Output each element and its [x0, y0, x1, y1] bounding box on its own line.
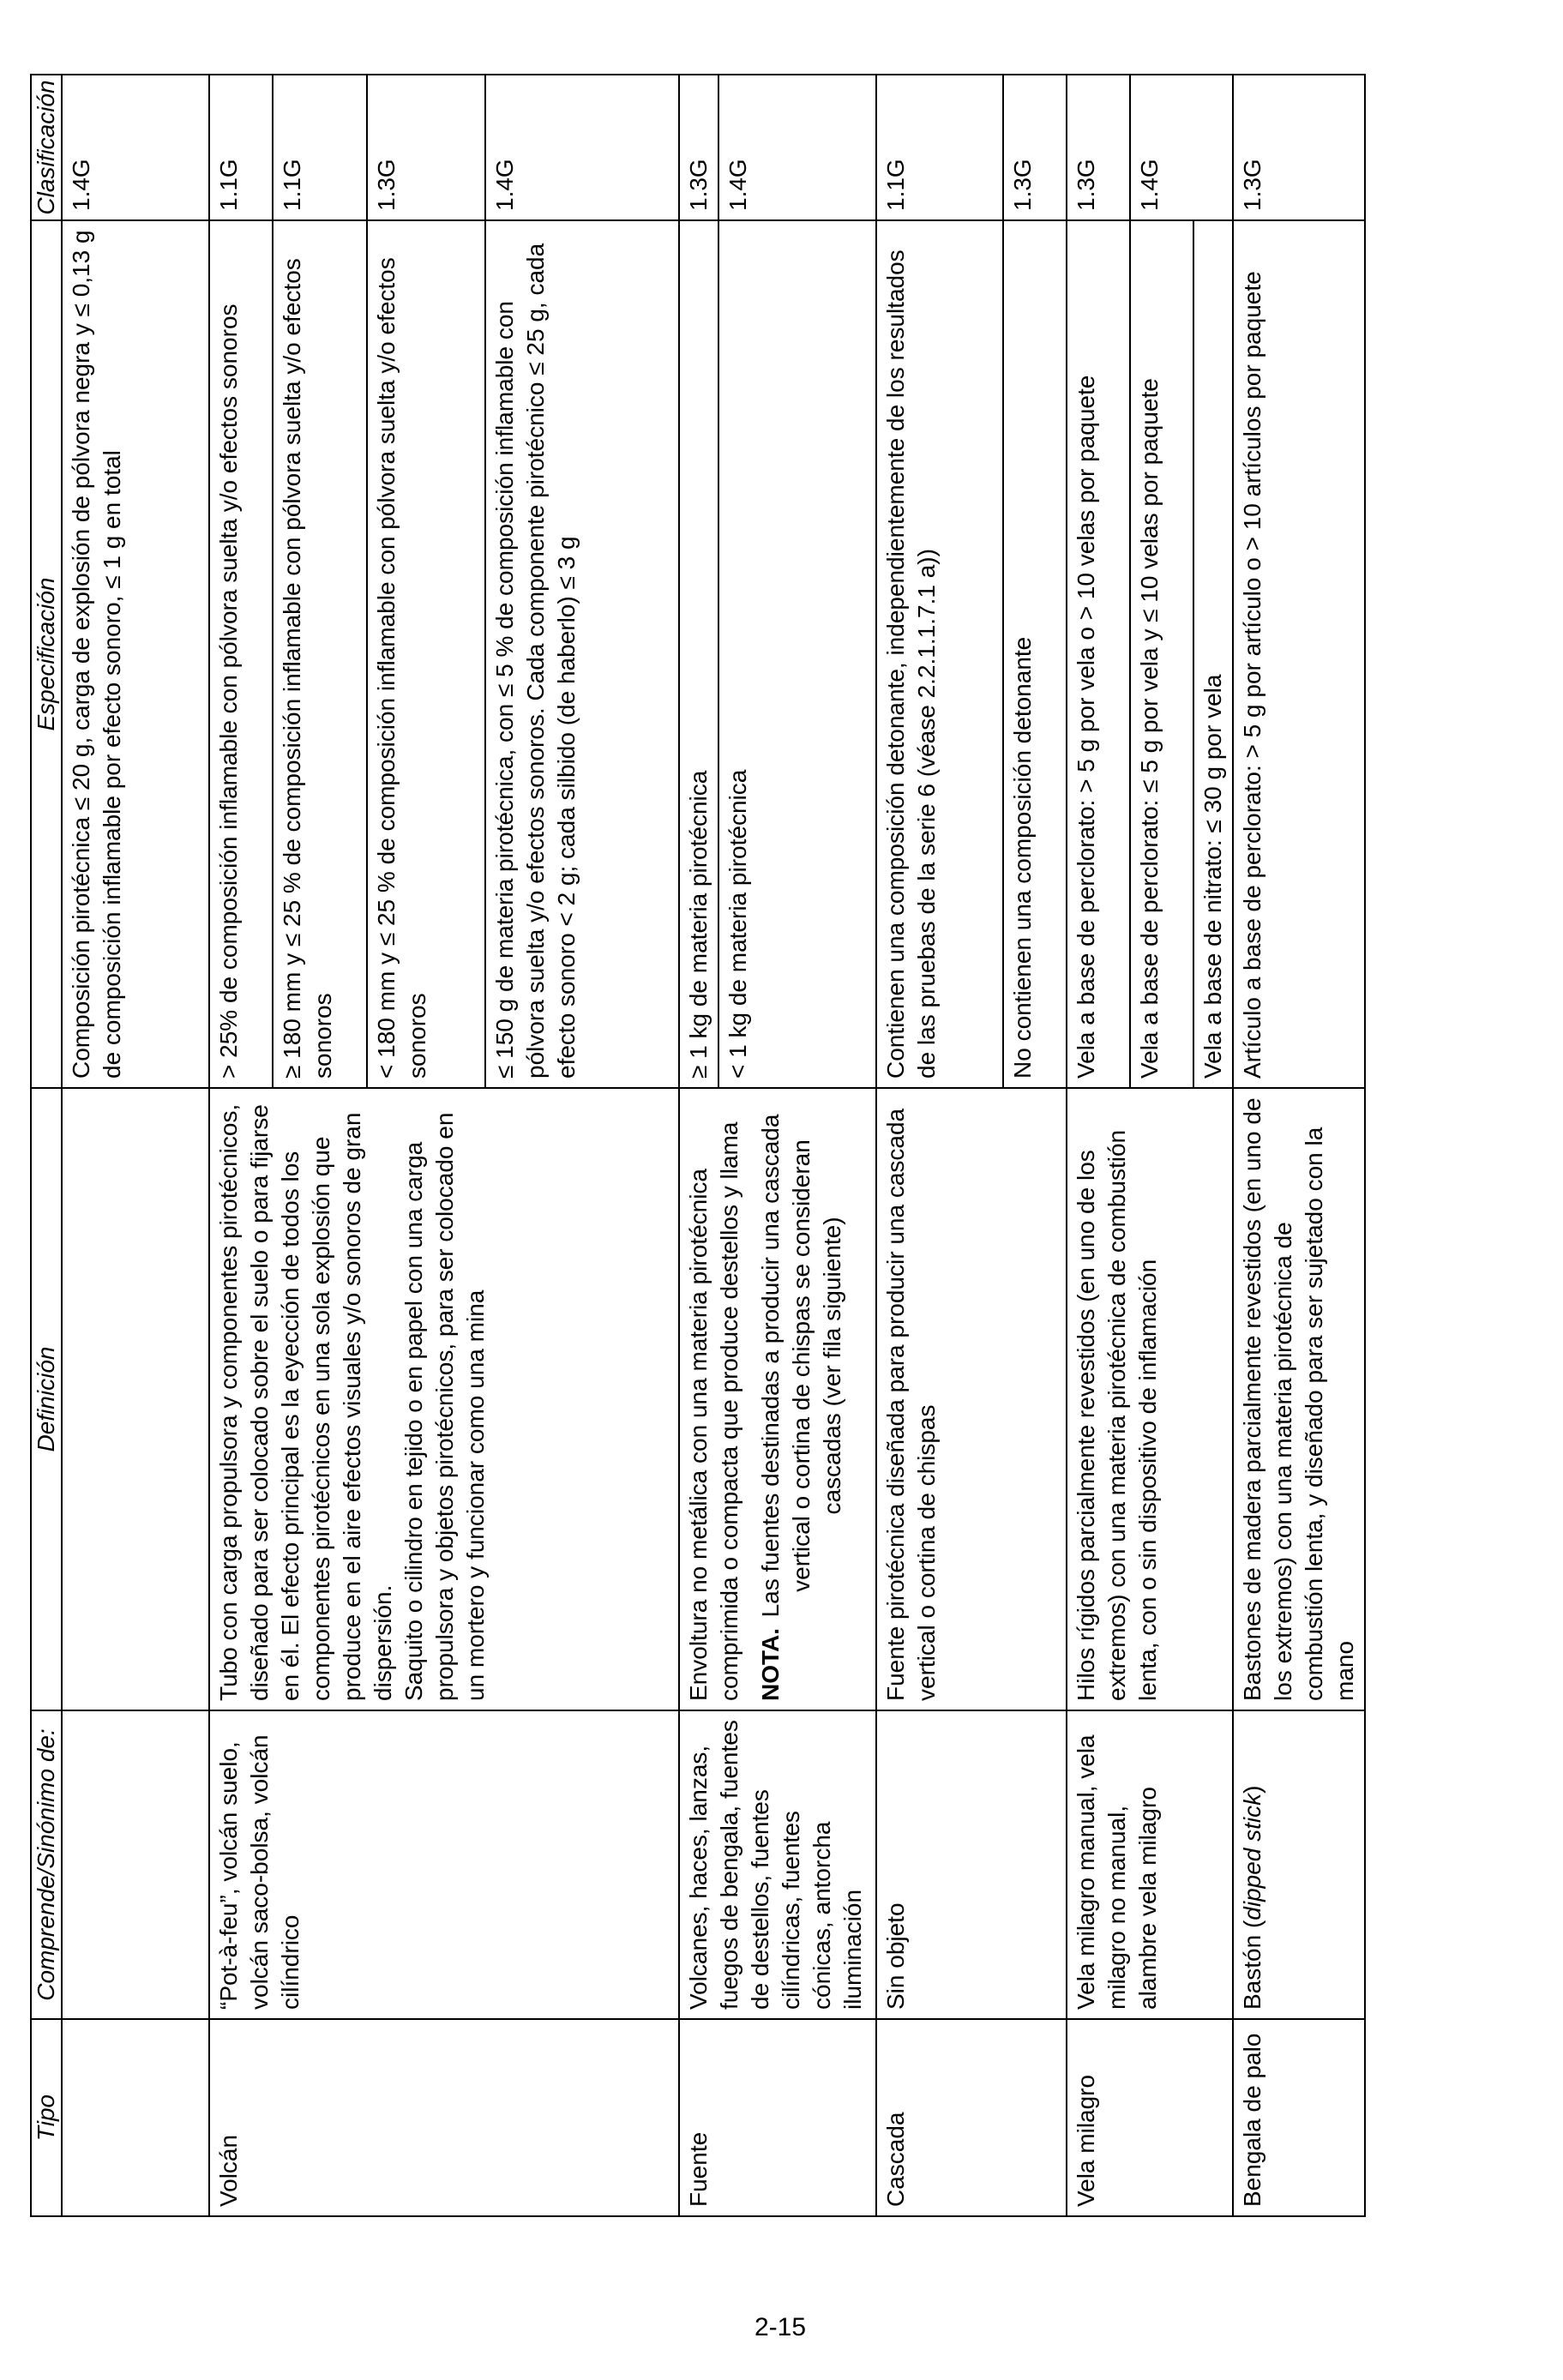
cell-definicion [679, 1088, 876, 1710]
nota-label: NOTA. [757, 1627, 784, 1701]
table-row [1067, 75, 1130, 2216]
cell-spec: Artículo a base de perclorato: > 5 g por artículo o > 10 artículos por paquete [1233, 220, 1365, 1088]
cell-clasificacion: 1.4G [62, 75, 209, 220]
cell-clasificacion: 1.3G [1003, 75, 1067, 220]
comprende-text-end: ) [1239, 1785, 1265, 1794]
cell-comprende: Sin objeto [876, 1710, 1067, 2019]
cell-tipo: Volcán [209, 2019, 679, 2216]
cell-spec: ≤ 150 g de materia pirotécnica, con ≤ 5 % de composición inflamable con pólvora suelta y/o efectos sonoros. Cada componente pirotécnico ≤ 25 g, cada efecto sonoro < 2 g; cada silbido (de haberlo) ≤ 3 g [485, 220, 679, 1088]
cell-clasificacion: 1.1G [209, 75, 273, 220]
page-number: 2-15 [754, 2313, 807, 2341]
header-tipo: Tipo [31, 2019, 62, 2216]
cell-definicion: Hilos rígidos parcialmente revestidos (en uno de los extremos) con una materia pirotécnica de combustión lenta, con o sin dispositivo de inflamación [1067, 1088, 1233, 1710]
cell-spec: Vela a base de perclorato: ≤ 5 g por vela y ≤ 10 velas por paquete [1130, 220, 1193, 1088]
cell-spec: Vela a base de perclorato: > 5 g por vela o > 10 velas por paquete [1067, 220, 1130, 1088]
cell-spec: ≥ 1 kg de materia pirotécnica [679, 220, 718, 1088]
definicion-text-2: Saquito o cilindro en tejido o en papel con una carga propulsora y objetos pirotécnicos, para ser colocado en un mortero y funcionar como una mina [400, 1112, 489, 1701]
table-row [209, 75, 273, 2216]
comprende-text: Bastón ( [1239, 1920, 1265, 2010]
cell-definicion [62, 1088, 209, 1710]
cell-clasificacion: 1.1G [876, 75, 1003, 220]
header-definicion: Definición [31, 1088, 62, 1710]
definicion-text: Envoltura no metálica con una materia pirotécnica comprimida o compacta que produce destellos y llama [685, 1121, 742, 1701]
cell-spec: ≥ 180 mm y ≤ 25 % de composición inflamable con pólvora suelta y/o efectos sonoros [273, 220, 367, 1088]
classification-table [30, 74, 1366, 2217]
cell-comprende: Volcanes, haces, lanzas, fuegos de bengala, fuentes de destellos, fuentes cilíndricas, fuentes cónicas, antorcha iluminación [679, 1710, 876, 2019]
cell-clasificacion: 1.3G [1067, 75, 1130, 220]
comprende-italic-text: dipped stick [1239, 1793, 1265, 1920]
table-row [876, 75, 1003, 2216]
cell-spec: Composición pirotécnica ≤ 20 g, carga de explosión de pólvora negra y ≤ 0,13 g de composición inflamable por efecto sonoro, ≤ 1 g en total [62, 220, 209, 1088]
cell-clasificacion: 1.3G [367, 75, 485, 220]
cell-tipo: Vela milagro [1067, 2019, 1233, 2216]
cell-tipo: Bengala de palo [1233, 2019, 1365, 2216]
cell-clasificacion: 1.4G [718, 75, 876, 220]
table-row [679, 75, 718, 2216]
cell-spec: < 1 kg de materia pirotécnica [718, 220, 876, 1088]
cell-spec: Vela a base de nitrato: ≤ 30 g por vela [1193, 220, 1233, 1088]
cell-spec: > 25% de composición inflamable con pólvora suelta y/o efectos sonoros [209, 220, 273, 1088]
cell-definicion [209, 1088, 679, 1710]
cell-comprende: “Pot-à-feu”, volcán suelo, volcán saco-bolsa, volcán cilíndrico [209, 1710, 679, 2019]
cell-comprende [1233, 1710, 1365, 2019]
header-comprende: Comprende/Sinónimo de: [31, 1710, 62, 2019]
cell-comprende [62, 1710, 209, 2019]
cell-tipo: Cascada [876, 2019, 1067, 2216]
header-clasificacion: Clasificación [31, 75, 62, 220]
table-row [1233, 75, 1365, 2216]
header-especificacion: Especificación [31, 220, 62, 1088]
nota-text: Las fuentes destinadas a producir una cascada vertical o cortina de chispas se consideran cascadas (ver fila siguiente) [757, 1114, 845, 1618]
nota-block [755, 1097, 848, 1701]
cell-spec: No contienen una composición detonante [1003, 220, 1067, 1088]
cell-clasificacion: 1.3G [679, 75, 718, 220]
cell-comprende: Vela milagro manual, vela milagro no manual, alambre vela milagro [1067, 1710, 1233, 2019]
cell-clasificacion: 1.3G [1233, 75, 1365, 220]
rotated-table-wrapper [30, 75, 1358, 2217]
cell-spec: Contienen una composición detonante, independientemente de los resultados de las pruebas de la serie 6 (véase 2.2.1.1.7.1 a)) [876, 220, 1003, 1088]
cell-definicion: Bastones de madera parcialmente revestidos (en uno de los extremos) con una materia pirotécnica de combustión lenta, y diseñado para ser sujetado con la mano [1233, 1088, 1365, 1710]
cell-definicion: Fuente pirotécnica diseñada para producir una cascada vertical o cortina de chispas [876, 1088, 1067, 1710]
header-row [31, 75, 62, 2216]
cell-tipo: Fuente [679, 2019, 876, 2216]
cell-clasificacion: 1.1G [273, 75, 367, 220]
cell-clasificacion: 1.4G [485, 75, 679, 220]
cell-spec: < 180 mm y ≤ 25 % de composición inflamable con pólvora suelta y/o efectos sonoros [367, 220, 485, 1088]
table-row [62, 75, 209, 2216]
cell-clasificacion: 1.4G [1130, 75, 1233, 220]
cell-tipo [62, 2019, 209, 2216]
definicion-text: Tubo con carga propulsora y componentes pirotécnicos, diseñado para ser colocado sobre el suelo o para fijarse en él. El efecto principal es la eyección de todos los componentes pirotécnicos en una sola explosión que produce en el aire efectos visuales y/o sonoros de gran dispersión. [215, 1103, 396, 1701]
